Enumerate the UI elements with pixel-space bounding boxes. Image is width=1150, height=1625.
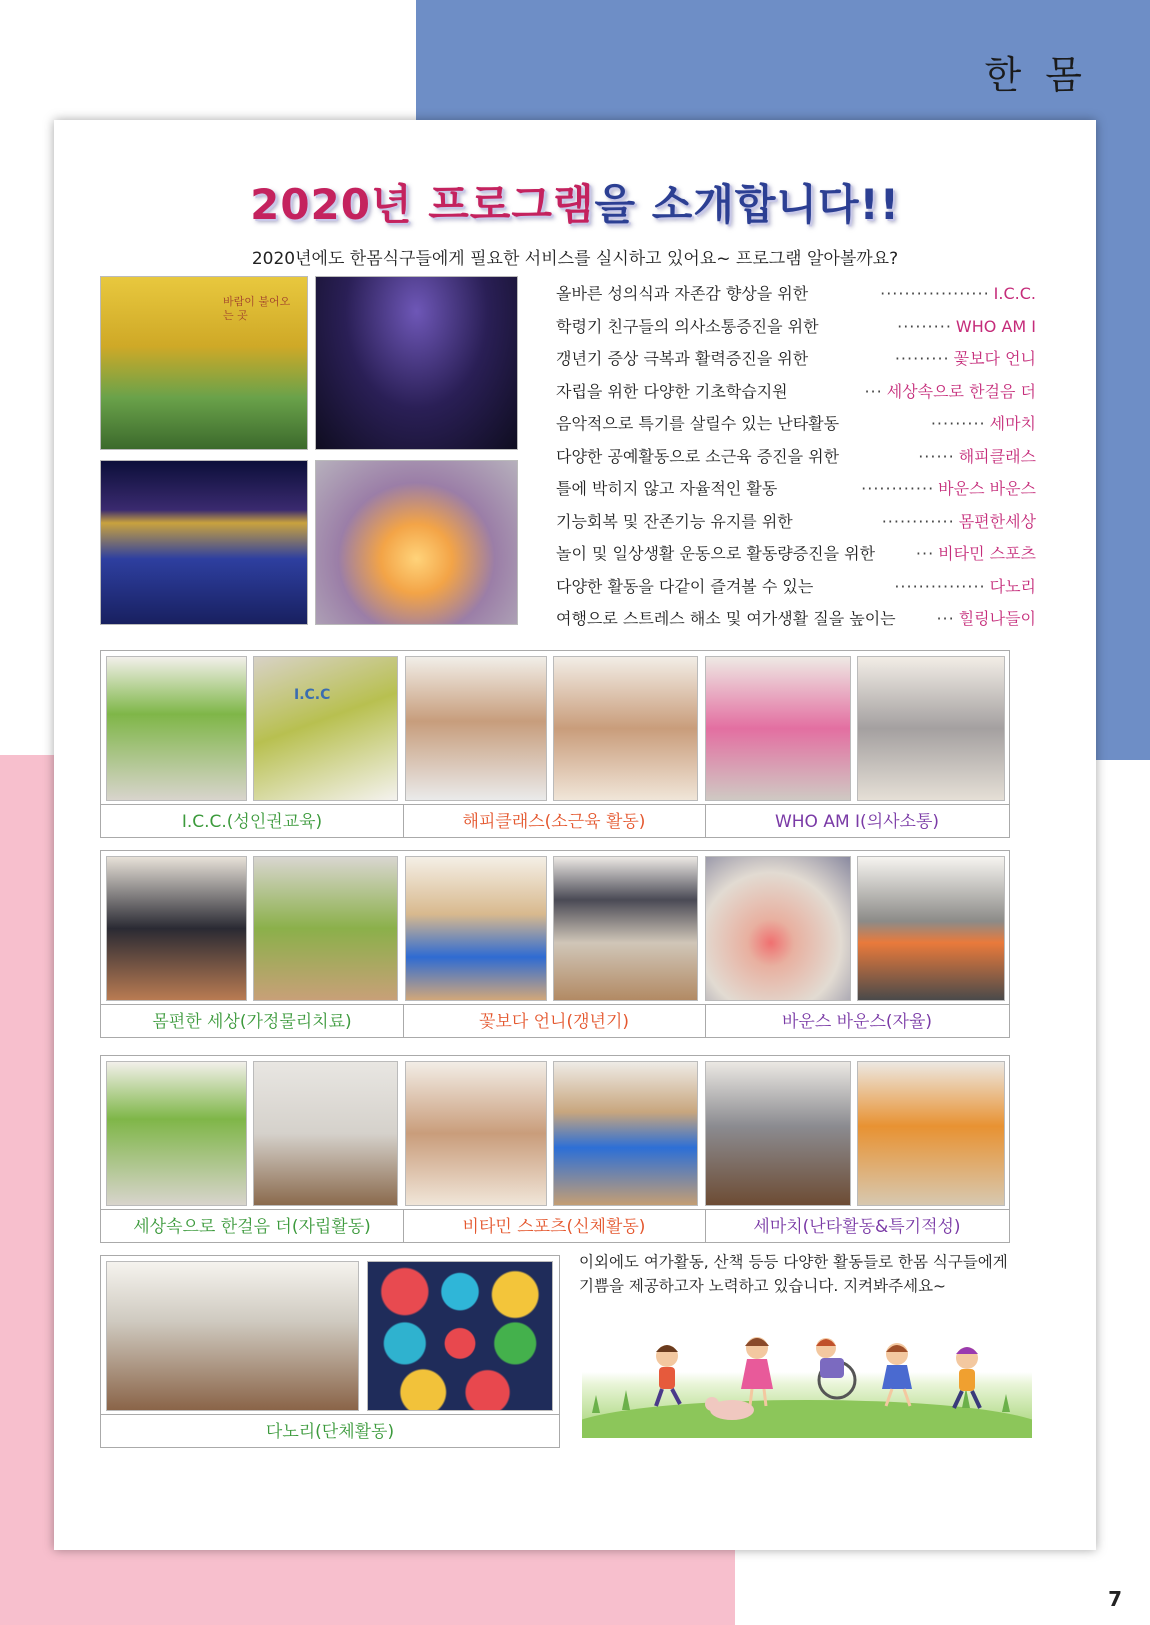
- photo-semachi-1: [705, 1061, 851, 1206]
- program-description: 다양한 공예활동으로 소근육 증진을 위한: [556, 446, 840, 466]
- program-name: 몸편한세상: [958, 511, 1036, 531]
- program-name: WHO AM I: [955, 316, 1036, 336]
- photo-icc-class: [106, 656, 247, 801]
- page-title-part2: 을 소개합니다!!: [594, 180, 900, 229]
- program-name: 비타민 스포츠: [938, 544, 1036, 563]
- program-leader-dots: ·········: [897, 316, 952, 336]
- photo-bounce-ball: [705, 856, 851, 1001]
- program-name: 바운스 바운스: [938, 479, 1036, 498]
- photo-flower-craft: [553, 656, 698, 801]
- program-leader-dots: ···: [936, 609, 955, 628]
- program-name: I.C.C.: [993, 284, 1036, 303]
- caption-physio: 몸편한 세상(가정물리치료): [101, 1004, 403, 1038]
- program-row: [556, 473, 1036, 506]
- photo-menopause-exercise: [405, 856, 547, 1001]
- program-description: 놀이 및 일상생활 운동으로 활동량증진을 위한: [556, 544, 876, 563]
- section-title: 한 몸: [984, 53, 1088, 97]
- photo-independence-1: [106, 1061, 247, 1206]
- photo-circle-crafts: [367, 1261, 553, 1411]
- program-description: 음악적으로 특기를 살릴수 있는 난타활동: [556, 414, 840, 433]
- caption-happy-class: 해피클래스(소근육 활동): [403, 804, 705, 838]
- program-leader-dots: ·········: [930, 414, 986, 433]
- program-row: [556, 408, 1036, 441]
- caption-danori: 다노리(단체활동): [101, 1414, 559, 1448]
- subtitle: 2020년에도 한몸식구들에게 필요한 서비스를 실시하고 있어요~ 프로그램 알아볼까요?: [251, 249, 899, 269]
- caption-divider: [403, 804, 404, 838]
- caption-divider: [705, 1004, 706, 1038]
- program-name: 해피클래스: [958, 446, 1036, 466]
- caption-vitamin-sports: 비타민 스포츠(신체활동): [403, 1209, 705, 1243]
- program-row: [556, 278, 1036, 311]
- caption-divider: [705, 1209, 706, 1243]
- photo-light-tunnel: [315, 460, 518, 625]
- program-leader-dots: ···············: [894, 576, 986, 596]
- page-title: [54, 172, 1096, 232]
- page-title-part1: 2020년 프로그램: [250, 180, 595, 229]
- photo-menopause-class: [553, 856, 698, 1001]
- program-description: 여행으로 스트레스 해소 및 여가생활 질을 높이는: [556, 609, 896, 628]
- program-description: 학령기 친구들의 의사소통증진을 위한: [556, 316, 819, 336]
- program-description: 올바른 성의식과 자존감 향상을 위한: [556, 284, 809, 303]
- photo-icc-banner: [253, 656, 398, 801]
- caption-icc: I.C.C.(성인권교육): [101, 804, 403, 838]
- program-description: 기능회복 및 잔존기능 유지를 위한: [556, 511, 793, 531]
- photo-icc-banner-text: I.C.C: [294, 687, 331, 703]
- caption-divider: [403, 1209, 404, 1243]
- program-name: 세상속으로 한걸음 더: [886, 381, 1036, 401]
- photo-vitamin-sports-2: [553, 1061, 698, 1206]
- caption-bounce: 바운스 바운스(자율): [705, 1004, 1009, 1038]
- page-number: 7: [1108, 1587, 1122, 1611]
- program-description: 갱년기 증상 극복과 활력증진을 위한: [556, 349, 809, 368]
- children-illustration: [582, 1318, 1032, 1438]
- program-row: [556, 506, 1036, 539]
- photo-who-am-i-1: [705, 656, 851, 801]
- program-name: 꽃보다 언니: [953, 349, 1036, 368]
- program-row: [556, 376, 1036, 409]
- program-leader-dots: ············: [861, 479, 935, 498]
- photo-group-activity: [106, 1261, 359, 1411]
- program-leader-dots: ······: [918, 446, 955, 466]
- program-leader-dots: ···: [915, 544, 935, 563]
- program-name: 힐링나들이: [958, 609, 1036, 628]
- photo-stage-performance: [315, 276, 518, 450]
- content-card: [54, 120, 1096, 1550]
- photo-grid-row3: [100, 1055, 1010, 1243]
- program-row: [556, 311, 1036, 344]
- program-row: [556, 441, 1036, 474]
- photo-sign-text: 바람이 불어오는 곳: [223, 295, 291, 322]
- program-name: 다노리: [989, 576, 1036, 596]
- program-name: 세마치: [989, 414, 1036, 433]
- caption-who-am-i: WHO AM I(의사소통): [705, 804, 1009, 838]
- photo-light-festival: [100, 460, 308, 625]
- photo-bounce-sofa: [857, 856, 1005, 1001]
- photo-garden-mural: [100, 276, 308, 450]
- caption-semachi: 세마치(난타활동&특기적성): [705, 1209, 1009, 1243]
- caption-menopause: 꽃보다 언니(갱년기): [403, 1004, 705, 1038]
- photo-grid-row4: [100, 1255, 560, 1448]
- program-row: [556, 343, 1036, 376]
- photo-independence-2: [253, 1061, 398, 1206]
- photo-semachi-2: [857, 1061, 1005, 1206]
- photo-vitamin-sports-1: [405, 1061, 547, 1206]
- program-list: [556, 278, 1036, 636]
- program-description: 자립을 위한 다양한 기초학습지원: [556, 381, 788, 401]
- closing-text: 이외에도 여가활동, 산책 등등 다양한 활동들로 한몸 식구들에게 기쁨을 제공하고자 노력하고 있습니다. 지켜봐주세요~: [579, 1253, 1008, 1295]
- photo-physio-2: [253, 856, 398, 1001]
- program-row: [556, 538, 1036, 571]
- program-description: 틀에 박히지 않고 자율적인 활동: [556, 479, 778, 498]
- program-leader-dots: ············: [881, 511, 955, 531]
- program-leader-dots: ···: [864, 381, 883, 401]
- caption-independence: 세상속으로 한걸음 더(자립활동): [101, 1209, 403, 1243]
- program-leader-dots: ··················: [880, 284, 990, 303]
- photo-physio-1: [106, 856, 247, 1001]
- photo-who-am-i-2: [857, 656, 1005, 801]
- program-row: [556, 603, 1036, 636]
- program-row: [556, 571, 1036, 604]
- photo-grid-row1: [100, 650, 1010, 838]
- photo-bead-craft: [405, 656, 547, 801]
- photo-grid-row2: [100, 850, 1010, 1038]
- caption-divider: [403, 1004, 404, 1038]
- program-leader-dots: ·········: [894, 349, 950, 368]
- caption-divider: [705, 804, 706, 838]
- program-description: 다양한 활동을 다같이 즐겨볼 수 있는: [556, 576, 814, 596]
